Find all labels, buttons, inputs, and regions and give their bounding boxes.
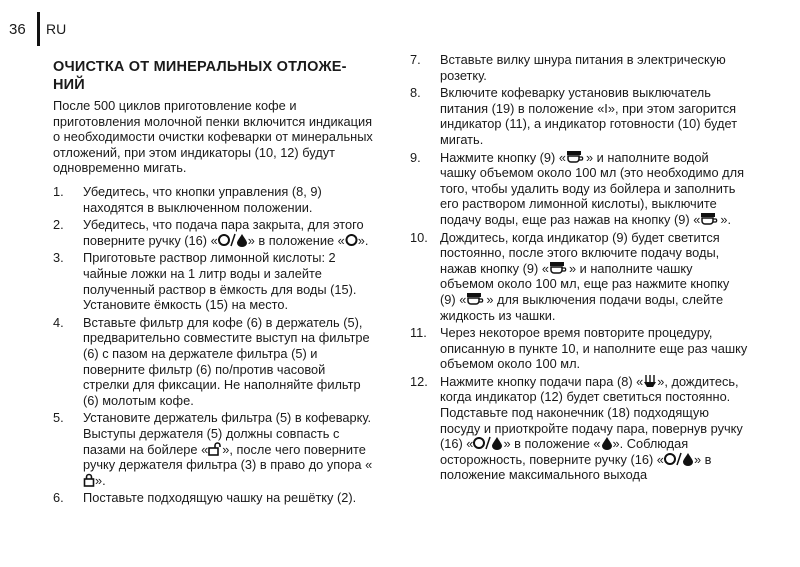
list-item: 12. Нажмите кнопку подачи пара (8) « », дождитесь, когда индикатор (12) будет светиться постоянно. Подставьте под наконечник (18) подходящую посуду и приоткройте подачу пара, повернув ручку (16) « » в положение « ». Соблюдая осторожность, поверните ручку (16) « » в положение максимального выхода [410, 373, 743, 483]
list-item: 7. Вставьте вилку шнура питания в электрическую розетку. [410, 52, 726, 83]
list-item: 1. Убедитесь, что кнопки управления (8, 9) находятся в выключенном положении. [53, 184, 322, 215]
intro-paragraph: После 500 циклов приготовление кофе и приготовления молочной пенки включится индикация о необходимости очистки кофеварки от минеральных отложений, при этом индикаторы (10, 12) будут одновременно мигать. [53, 98, 373, 176]
list-item: 4. Вставьте фильтр для кофе (6) в держатель (5), предварительно совместите выступ на фильтре (6) с пазом на держателе фильтра (5) и поверните фильтр (6) по/против часовой стрелки для фиксации. Не наполняйте фильтр (6) молотым кофе. [53, 314, 370, 408]
header-divider [37, 12, 40, 46]
list-item: 10. Дождитесь, когда индикатор (9) будет светится постоянно, после этого включите подачу воды, нажав кнопку (9) « » и наполните чашку объемом около 100 мл, еще раз нажмите кнопку (9) « » для выключения подачи воды, слейте жидкость из чашки. [410, 229, 730, 323]
list-item: 5. Установите держатель фильтра (5) в кофеварку. Выступы держателя (5) должны совпасть с пазами на бойлере « », после чего поверните ручку держателя фильтра (3) в право до упора «». [53, 410, 373, 488]
knob-ring-drop-icon [473, 436, 503, 450]
coffee-cup-icon [566, 150, 586, 164]
list-item: 9. Нажмите кнопку (9) « » и наполните водой чашку объемом около 100 мл (это необходимо для того, чтобы удалить воду из бойлера и заполнить его раствором лимонной кислоты), выключите подачу воды, еще раз нажав на кнопку (9) « ». [410, 149, 745, 227]
page-header [9, 12, 66, 46]
steps-list-right [410, 52, 748, 485]
language-code: RU [46, 21, 67, 37]
drop-icon [601, 436, 613, 450]
steam-icon [643, 374, 657, 388]
coffee-cup-icon [466, 292, 486, 306]
coffee-cup-icon [700, 212, 720, 226]
ring-icon [345, 233, 358, 247]
coffee-cup-icon [549, 261, 569, 275]
list-item: 11. Через некоторое время повторите процедуру, описанную в пункте 10, и наполните еще раз чашку объемом около 100 мл. [410, 325, 748, 372]
unlock-icon [208, 442, 222, 456]
knob-ring-drop-icon [218, 233, 248, 247]
steps-list-left [53, 184, 373, 508]
list-item: 6. Поставьте подходящую чашку на решётку (2). [53, 490, 357, 506]
lock-icon [83, 473, 95, 487]
list-item: 2. Убедитесь, что подача пара закрыта, для этого поверните ручку (16) « » в положение « ». [53, 217, 369, 248]
section-title: ОЧИСТКА ОТ МИНЕРАЛЬНЫХ ОТЛОЖЕ- НИЙ [53, 59, 347, 93]
page-number: 36 [9, 20, 26, 38]
list-item: 3. Приготовьте раствор лимонной кислоты: 2 чайные ложки на 1 литр воды и залейте полученный раствор в ёмкость для воды (15). Установите ёмкость (15) на место. [53, 250, 357, 313]
list-item: 8. Включите кофеварку установив выключатель питания (19) в положение «I», при этом загорится индикатор (11), а индикатор готовности (10) будет мигать. [410, 85, 738, 147]
knob-ring-drop-icon [664, 452, 694, 466]
